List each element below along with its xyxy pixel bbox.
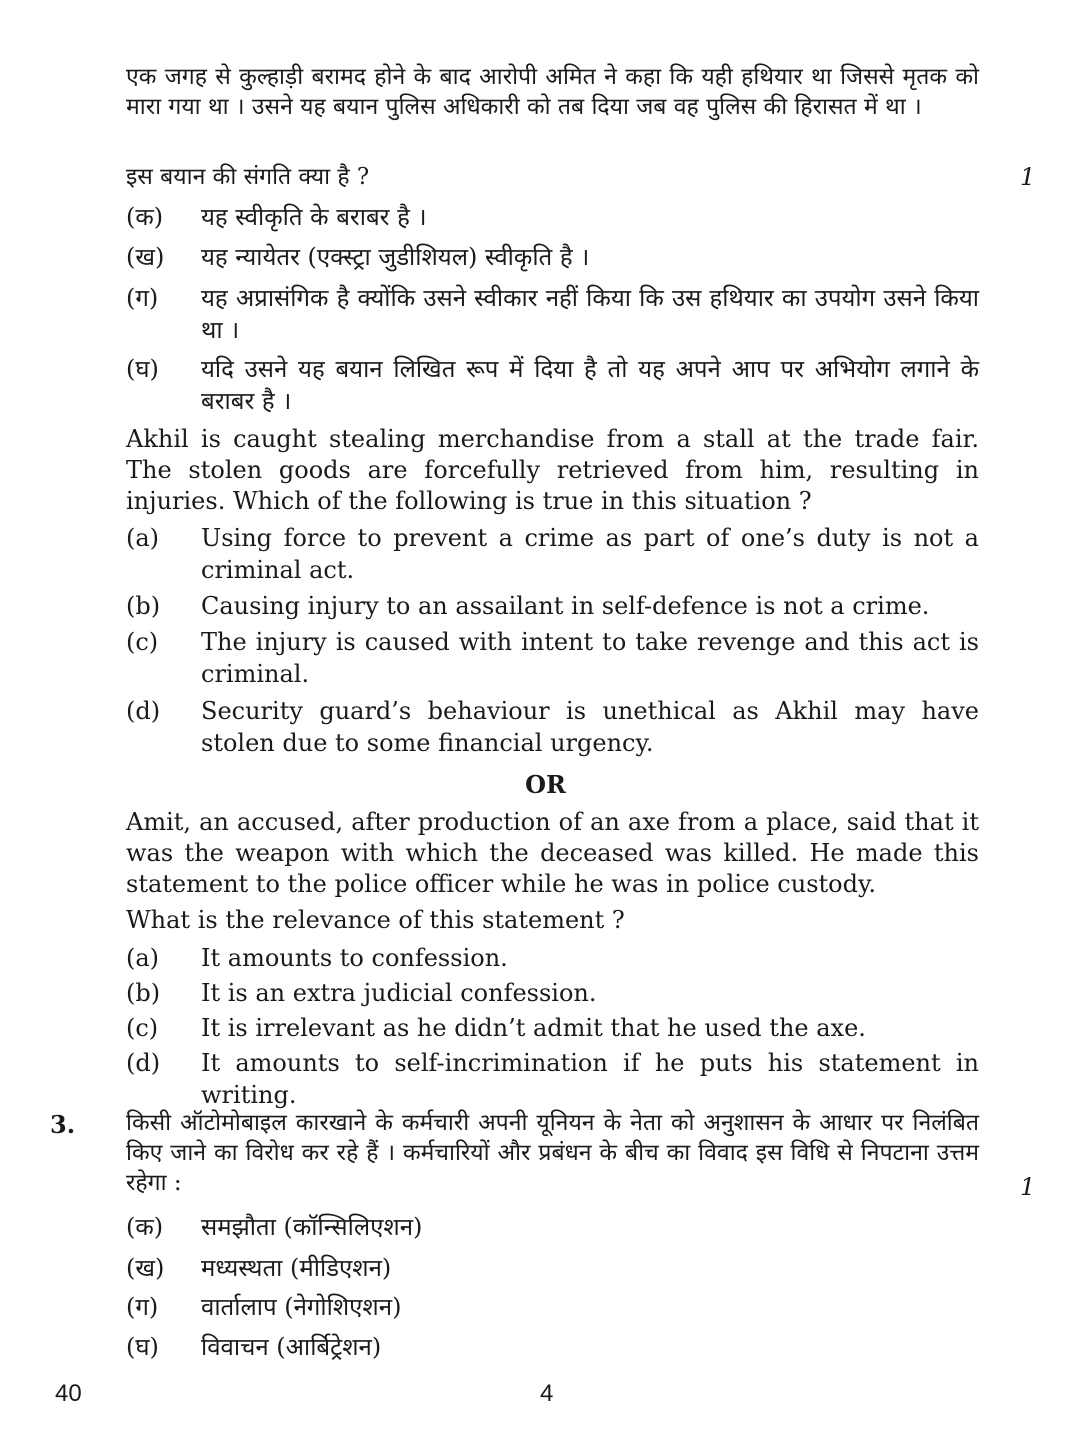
option-label: (ख) — [126, 243, 165, 271]
option-text: The injury is caused with intent to take revenge and this act is criminal. — [201, 628, 979, 688]
or-divider: OR — [525, 770, 566, 799]
option-label: (a) — [126, 944, 160, 972]
option-text: Security guard’s behaviour is unethical as Akhil may have stolen due to some financial urgency. — [201, 697, 979, 757]
option-text: यदि उसने यह बयान लिखित रूप में दिया है तो यह अपने आप पर अभियोग लगाने के बराबर है । — [201, 355, 979, 415]
english-or-passage: Amit, an accused, after production of an axe from a place, said that it was the weapon with which the deceased was killed. He made this statement to the police officer while he was in police custody. — [126, 808, 979, 898]
option-text: समझौता (कॉन्सिलिएशन) — [201, 1213, 423, 1241]
option-label: (b) — [126, 592, 161, 620]
option-text: It is an extra judicial confession. — [201, 979, 597, 1007]
marks: 1 — [1020, 1173, 1036, 1201]
option-label: (घ) — [126, 355, 159, 383]
option-label: (d) — [126, 1049, 161, 1077]
hindi-passage: एक जगह से कुल्हाड़ी बरामद होने के बाद आरोपी अमित ने कहा कि यही हथियार था जिससे मृतक को मारा गया था । उसने यह बयान पुलिस अधिकारी को तब दिया जब वह पुलिस की हिरासत में था । — [126, 64, 979, 120]
q3-passage: किसी ऑटोमोबाइल कारखाने के कर्मचारी अपनी यूनियन के नेता को अनुशासन के आधार पर निलंबित किए जाने का विरोध कर रहे हैं । कर्मचारियों और प्रबंधन के बीच का विवाद इस विधि से निपटाना उत्तम रहेगा : — [126, 1110, 979, 1196]
paper-code: 40 — [55, 1380, 82, 1407]
option-label: (ग) — [126, 1293, 159, 1321]
option-label: (ग) — [126, 284, 159, 312]
english-passage: Akhil is caught stealing merchandise from a stall at the trade fair. The stolen goods are forcefully retrieved from him, resulting in injuries. Which of the following is true in this situation ? — [126, 425, 979, 515]
option-label: (a) — [126, 524, 160, 552]
option-label: (c) — [126, 628, 159, 656]
english-or-question: What is the relevance of this statement ? — [126, 906, 625, 934]
option-text: It amounts to self-incrimination if he puts his statement in writing. — [201, 1049, 979, 1109]
option-text: विवाचन (आर्बिट्रेशन) — [201, 1333, 382, 1361]
option-text: मध्यस्थता (मीडिएशन) — [201, 1254, 392, 1282]
option-text: यह अप्रासंगिक है क्योंकि उसने स्वीकार नहीं किया कि उस हथियार का उपयोग उसने किया था । — [201, 284, 979, 344]
question-number: 3. — [50, 1110, 76, 1139]
option-text: यह न्यायेतर (एक्स्ट्रा जुडीशियल) स्वीकृति है । — [201, 243, 590, 271]
option-label: (d) — [126, 697, 161, 725]
option-text: Using force to prevent a crime as part of one’s duty is not a criminal act. — [201, 524, 979, 584]
option-text: It amounts to confession. — [201, 944, 508, 972]
option-text: Causing injury to an assailant in self-defence is not a crime. — [201, 592, 930, 620]
marks: 1 — [1020, 163, 1036, 191]
hindi-question: इस बयान की संगति क्या है ? — [126, 164, 370, 190]
option-text: वार्तालाप (नेगोशिएशन) — [201, 1293, 402, 1321]
option-text: यह स्वीकृति के बराबर है । — [201, 203, 427, 231]
option-text: It is irrelevant as he didn’t admit that he used the axe. — [201, 1014, 866, 1042]
option-label: (क) — [126, 203, 164, 231]
option-label: (घ) — [126, 1333, 159, 1361]
option-label: (क) — [126, 1213, 164, 1241]
option-label: (c) — [126, 1014, 159, 1042]
page-number: 4 — [540, 1380, 554, 1407]
option-label: (b) — [126, 979, 161, 1007]
option-label: (ख) — [126, 1254, 165, 1282]
